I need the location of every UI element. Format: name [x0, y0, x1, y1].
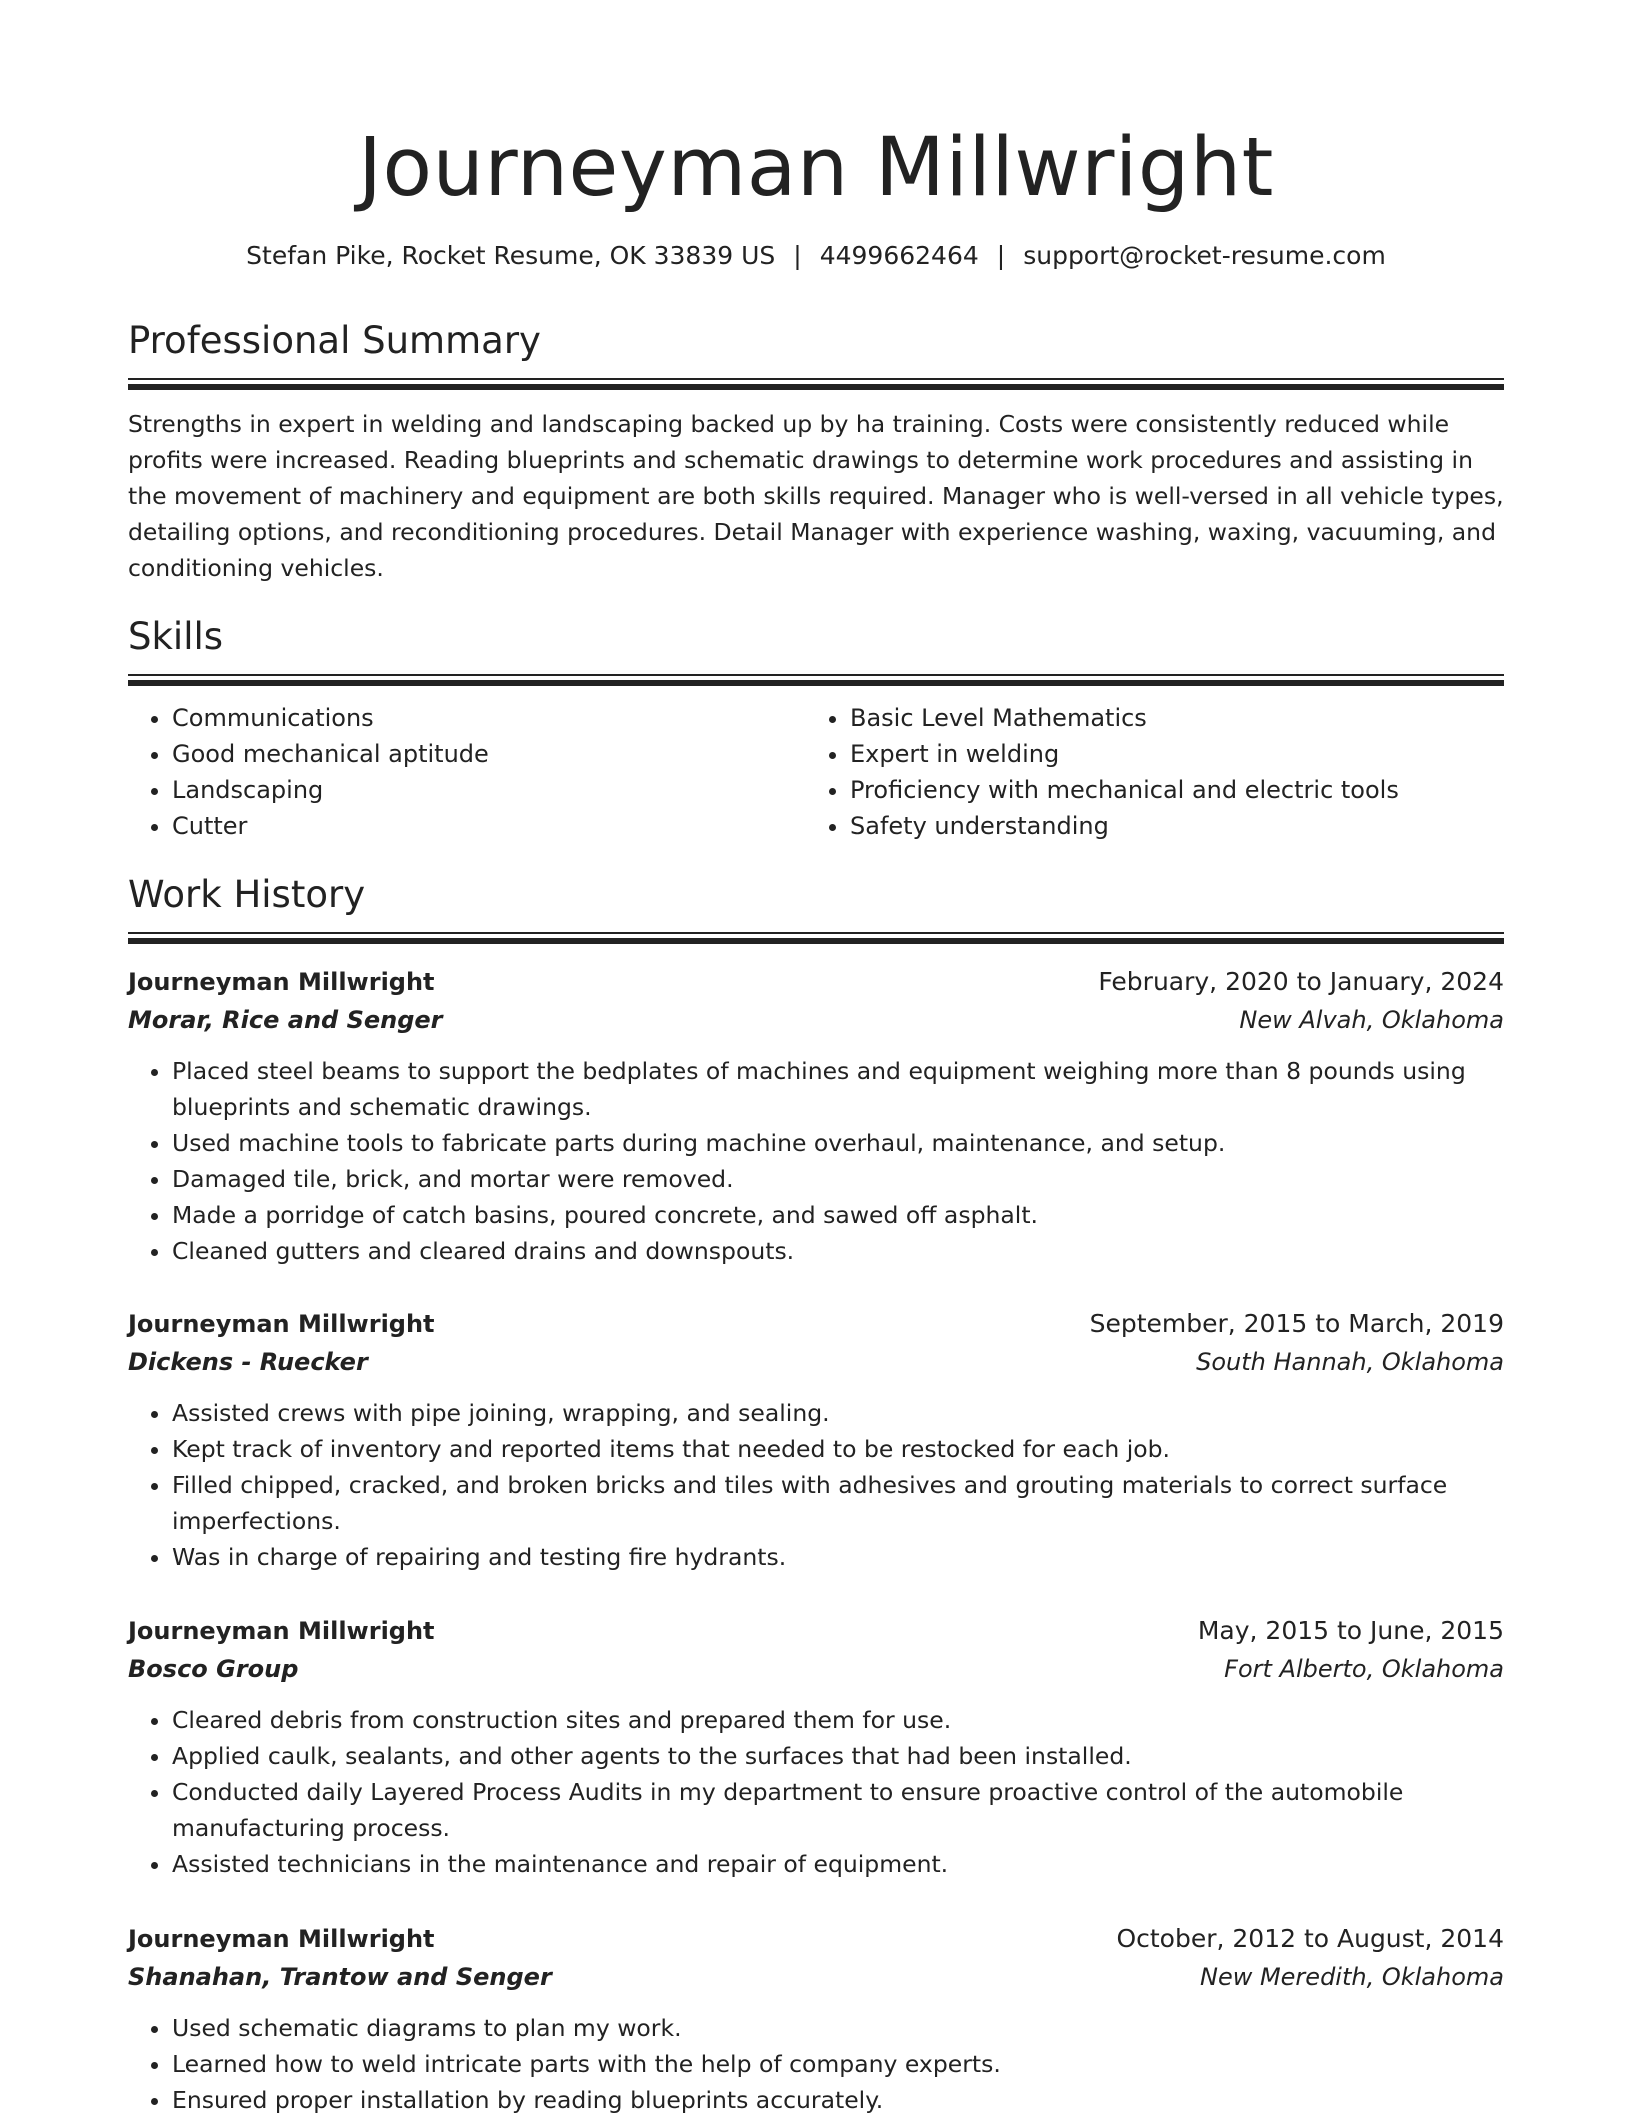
- skills-column-right: [806, 700, 1484, 844]
- job-bullets: [128, 1702, 1504, 1882]
- job-bullet: • Learned how to weld intricate parts with the help of company experts.: [172, 2046, 1504, 2082]
- job-entry: [128, 1305, 1504, 1575]
- skill-item: • Communications: [172, 700, 806, 736]
- skills-list: [128, 700, 1504, 844]
- job-subheader: [128, 1650, 1504, 1688]
- skill-item: • Proficiency with mechanical and electric tools: [850, 772, 1484, 808]
- contact-address: Stefan Pike, Rocket Resume, OK 33839 US: [246, 241, 776, 270]
- job-title: Journeyman Millwright: [128, 1925, 435, 1953]
- job-location: New Meredith, Oklahoma: [1199, 1963, 1504, 1991]
- job-bullet: • Assisted crews with pipe joining, wrapping, and sealing.: [172, 1395, 1504, 1431]
- job-bullet: • Filled chipped, cracked, and broken bricks and tiles with adhesives and grouting materials to correct surface imperfections.: [172, 1467, 1504, 1539]
- summary-section: [128, 316, 1504, 586]
- job-bullet: • Cleaned gutters and cleared drains and downspouts.: [172, 1233, 1504, 1269]
- job-dates: May, 2015 to June, 2015: [1197, 1616, 1504, 1645]
- section-divider: [128, 938, 1504, 944]
- job-subheader: [128, 1343, 1504, 1381]
- summary-text: Strengths in expert in welding and landscaping backed up by ha training. Costs were consistently reduced while profits were increased. Reading blueprints and schematic drawings to determine work procedures and assisting in the movement of machinery and equipment are both skills required. Manager who is well-versed in all vehicle types, detailing options, and reconditioning procedures. Detail Manager with experience washing, waxing, vacuuming, and conditioning vehicles.: [128, 410, 1504, 582]
- contact-phone: 4499662464: [819, 241, 979, 270]
- job-entry: [128, 1920, 1504, 2118]
- contact-email: support@rocket-resume.com: [1023, 241, 1386, 270]
- job-dates: February, 2020 to January, 2024: [1098, 967, 1504, 996]
- job-bullet: • Used schematic diagrams to plan my work.: [172, 2010, 1504, 2046]
- job-bullets: [128, 2010, 1504, 2118]
- job-bullets: [128, 1395, 1504, 1575]
- job-bullet: • Conducted daily Layered Process Audits in my department to ensure proactive control of the automobile manufacturing process.: [172, 1774, 1504, 1846]
- job-entry: [128, 963, 1504, 1269]
- job-bullet: • Kept track of inventory and reported items that needed to be restocked for each job.: [172, 1431, 1504, 1467]
- section-divider: [128, 674, 1504, 676]
- job-bullet: • Assisted technicians in the maintenance and repair of equipment.: [172, 1846, 1504, 1882]
- skills-section: [128, 612, 1504, 844]
- skills-heading: Skills: [128, 615, 224, 658]
- contact-separator: |: [996, 241, 1006, 270]
- job-bullet: • Applied caulk, sealants, and other agents to the surfaces that had been installed.: [172, 1738, 1504, 1774]
- skill-item: • Good mechanical aptitude: [172, 736, 806, 772]
- job-dates: September, 2015 to March, 2019: [1089, 1309, 1504, 1338]
- page-title: Journeyman Millwright: [358, 121, 1274, 215]
- skill-item: • Cutter: [172, 808, 806, 844]
- job-subheader: [128, 1001, 1504, 1039]
- job-header: [128, 963, 1504, 1001]
- skills-column-left: [128, 700, 806, 844]
- job-company: Morar, Rice and Senger: [128, 1006, 443, 1034]
- skill-item: • Basic Level Mathematics: [850, 700, 1484, 736]
- job-title: Journeyman Millwright: [128, 1310, 435, 1338]
- job-dates: October, 2012 to August, 2014: [1116, 1924, 1504, 1953]
- job-title: Journeyman Millwright: [128, 968, 435, 996]
- job-subheader: [128, 1958, 1504, 1996]
- section-divider: [128, 384, 1504, 390]
- job-bullet: • Used machine tools to fabricate parts during machine overhaul, maintenance, and setup.: [172, 1125, 1504, 1161]
- job-bullet: • Damaged tile, brick, and mortar were removed.: [172, 1161, 1504, 1197]
- job-company: Shanahan, Trantow and Senger: [128, 1963, 552, 1991]
- job-header: [128, 1920, 1504, 1958]
- work-history-section: [128, 870, 1504, 944]
- contact-separator: |: [793, 241, 802, 270]
- job-header: [128, 1305, 1504, 1343]
- section-divider: [128, 680, 1504, 686]
- job-location: Fort Alberto, Oklahoma: [1224, 1655, 1504, 1683]
- skill-item: • Landscaping: [172, 772, 806, 808]
- job-entry: [128, 1612, 1504, 1882]
- job-bullet: • Made a porridge of catch basins, poured concrete, and sawed off asphalt.: [172, 1197, 1504, 1233]
- skill-item: • Expert in welding: [850, 736, 1484, 772]
- job-location: South Hannah, Oklahoma: [1196, 1348, 1504, 1376]
- job-bullet: • Placed steel beams to support the bedplates of machines and equipment weighing more than 8 pounds using blueprints and schematic drawings.: [172, 1053, 1504, 1125]
- job-bullet: • Was in charge of repairing and testing fire hydrants.: [172, 1539, 1504, 1575]
- skill-item: • Safety understanding: [850, 808, 1484, 844]
- work-history-heading: Work History: [128, 873, 366, 916]
- job-company: Bosco Group: [128, 1655, 299, 1683]
- contact-line: [128, 238, 1504, 274]
- job-header: [128, 1612, 1504, 1650]
- job-bullets: [128, 1053, 1504, 1269]
- summary-heading: Professional Summary: [128, 319, 541, 362]
- job-location: New Alvah, Oklahoma: [1239, 1006, 1504, 1034]
- job-bullet: • Cleared debris from construction sites and prepared them for use.: [172, 1702, 1504, 1738]
- job-bullet: • Ensured proper installation by reading blueprints accurately.: [172, 2082, 1504, 2118]
- section-divider: [128, 932, 1504, 934]
- section-divider: [128, 378, 1504, 380]
- job-company: Dickens - Ruecker: [128, 1348, 368, 1376]
- job-title: Journeyman Millwright: [128, 1617, 435, 1645]
